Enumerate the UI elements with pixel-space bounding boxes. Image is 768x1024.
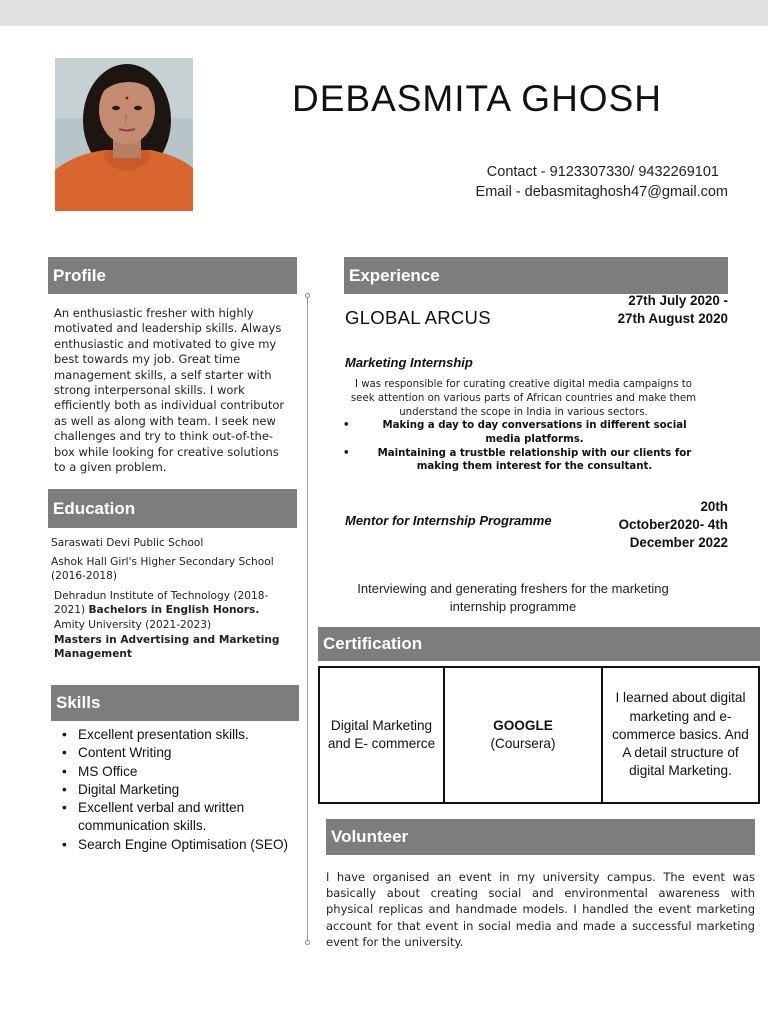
certification-table (318, 666, 760, 804)
profile-text: An enthusiastic fresher with highly motivated and leadership skills. Always enthusiastic and motivated to give my best towards my job. Great time management skills, a self starter with strong interpersonal skills. I work efficiently both as individual contributor as well as along with team. I seek new challenges and try to think out-of-the-box while looking for creative solutions to a given problem. (54, 306, 285, 475)
top-bar (0, 0, 768, 26)
volunteer-heading: Volunteer (326, 819, 755, 855)
certification-course: Digital Marketing and E- commerce (319, 667, 444, 803)
table-row (319, 667, 759, 803)
skill-item: • MS Office (60, 763, 300, 781)
education-college-1-name: Dehradun Institute of Technology (2018-2021) (54, 589, 269, 617)
role-title-1: Marketing Internship (345, 355, 473, 370)
certification-heading: Certification (318, 627, 760, 661)
contact-phone: Contact - 9123307330/ 9432269101 (486, 164, 719, 180)
divider-bottom-dot (305, 940, 310, 945)
volunteer-text: I have organised an event in my university campus. The event was basically about creating social and environmental awareness with physical replicas and handmade models. I handled the event marketing account for that event in social media and made a successful marketing event for the university. (326, 870, 755, 949)
profile-heading: Profile (48, 257, 297, 294)
education-school-1: Saraswati Devi Public School (51, 537, 204, 549)
certification-provider-platform: (Coursera) (490, 736, 556, 751)
contact-email: Email - debasmitaghosh47@gmail.com (475, 184, 728, 200)
experience-date-1: 27th July 2020 - 27th August 2020 (617, 293, 728, 326)
education-school-2: Ashok Hall Girl's Higher Secondary School (2016-2018) (51, 555, 274, 583)
experience-date-2: 20th October2020- 4th December 2022 (618, 499, 728, 550)
certification-provider-name: GOOGLE (493, 717, 553, 733)
column-divider (307, 296, 308, 944)
skill-item: • Search Engine Optimisation (SEO) (60, 836, 300, 854)
role-title-2: Mentor for Internship Programme (345, 513, 552, 528)
certification-provider (444, 667, 602, 803)
experience-description-2: Interviewing and generating freshers for the marketing internship programme (357, 581, 669, 614)
experience-description-1: I was responsible for curating creative digital media campaigns to seek attention on various parts of African countries and make them understand the scope in India in various sectors. (350, 379, 697, 418)
skill-item: • Excellent verbal and written communication skills. (60, 799, 300, 836)
skill-item: • Content Writing (60, 744, 300, 762)
education-degree-1: Bachelors in English Honors. (88, 604, 260, 617)
experience-bullet: • Making a day to day conversations in different social media platforms. (343, 419, 704, 447)
contact-block (328, 162, 728, 202)
profile-photo (55, 58, 193, 211)
skills-heading: Skills (51, 685, 299, 721)
education-heading: Education (48, 489, 297, 528)
education-college-2: Amity University (2021-2023) (54, 618, 212, 631)
education-college-1 (51, 589, 299, 618)
education-degree-2-text: Masters in Advertising and Marketing Management (54, 633, 280, 661)
skill-item: • Excellent presentation skills. (60, 726, 300, 744)
education-degree-2 (51, 633, 299, 662)
experience-bullet: • Maintaining a trustble relationship with our clients for making them interest for the consultant. (343, 447, 704, 475)
candidate-name: DEBASMITA GHOSH (292, 78, 662, 119)
education-list (51, 536, 299, 665)
skills-list (60, 726, 300, 854)
certification-learning: I learned about digital marketing and e-commerce basics. And A detail structure of digital Marketing. (602, 667, 759, 803)
skill-item: • Digital Marketing (60, 781, 300, 799)
company-name: GLOBAL ARCUS (345, 307, 491, 328)
divider-top-dot (305, 293, 310, 298)
experience-heading: Experience (344, 257, 728, 294)
experience-bullets (343, 419, 704, 474)
